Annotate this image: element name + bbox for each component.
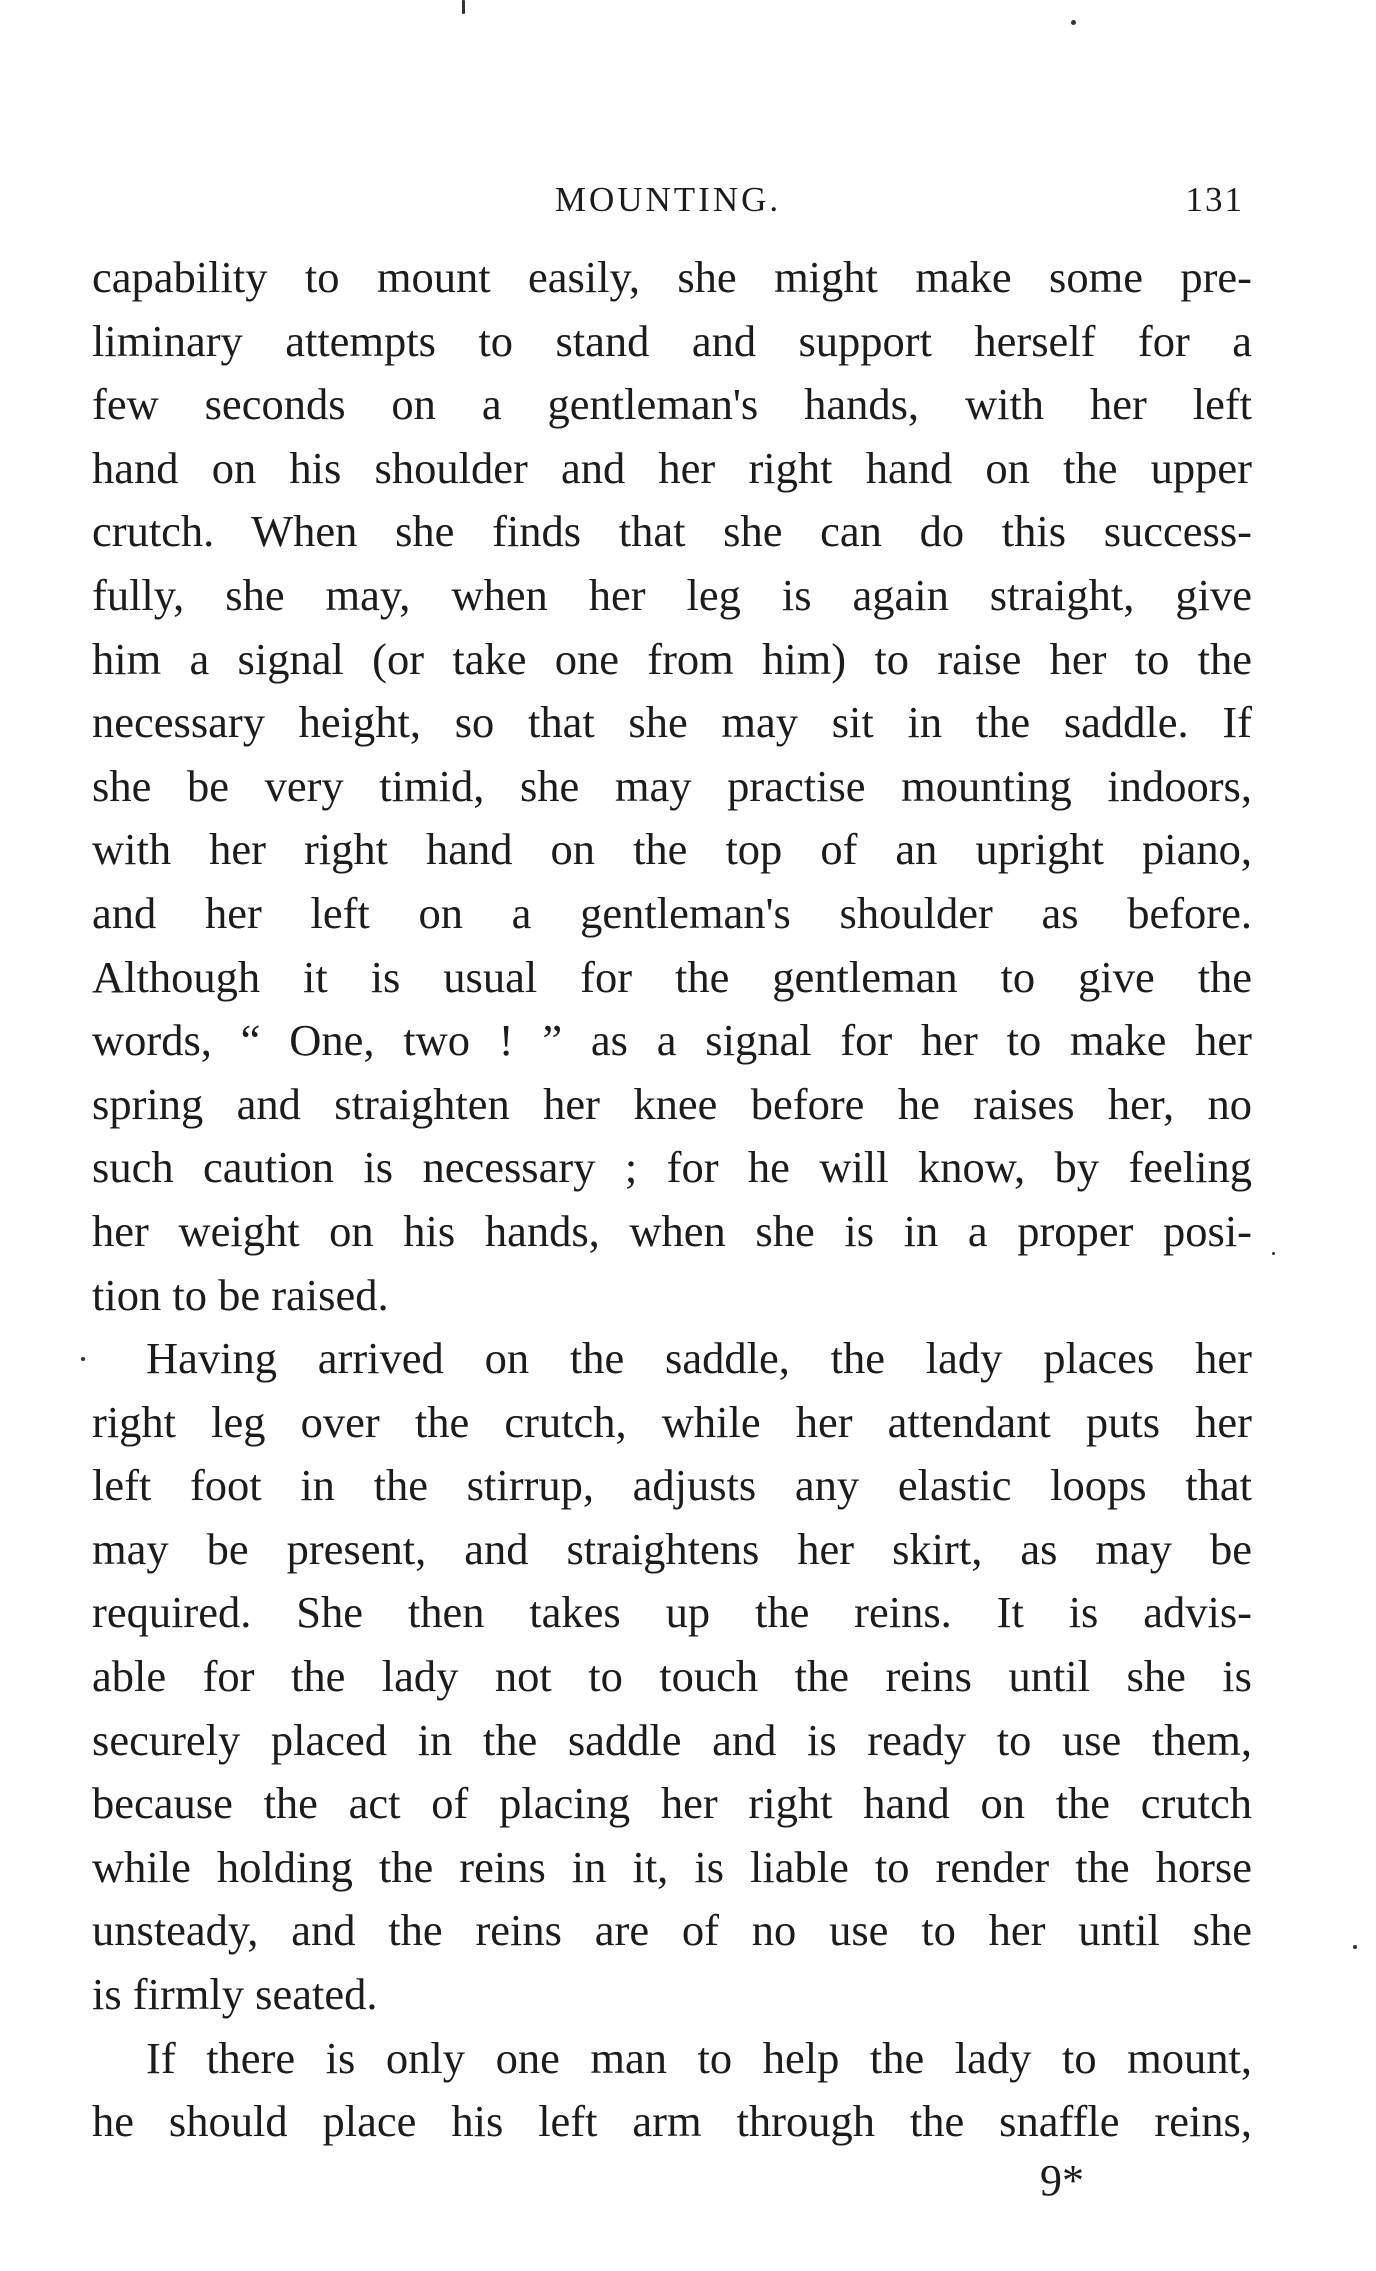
- text-line: right leg over the crutch, while her attendant puts her: [92, 1396, 1252, 1447]
- text-line: while holding the reins in it, is liable to render the horse: [92, 1841, 1252, 1892]
- text-line: securely placed in the saddle and is ready to use them,: [92, 1714, 1252, 1765]
- text-line: and her left on a gentleman's shoulder as before.: [92, 887, 1252, 938]
- text-line: If there is only one man to help the lady to mount,: [146, 2032, 1252, 2083]
- body-text: [92, 246, 1252, 2154]
- scan-speck: [1353, 1945, 1357, 1949]
- text-line: Having arrived on the saddle, the lady places her: [146, 1333, 1252, 1384]
- page-number: 131: [1185, 180, 1244, 219]
- text-line: with her right hand on the top of an upright piano,: [92, 824, 1252, 875]
- text-line: fully, she may, when her leg is again straight, give: [92, 569, 1252, 620]
- paragraph: [92, 246, 1252, 1327]
- text-line: few seconds on a gentleman's hands, with her left: [92, 379, 1252, 430]
- text-line: required. She then takes up the reins. It is advis-: [92, 1587, 1252, 1638]
- text-line: such caution is necessary ; for he will know, by feeling: [92, 1142, 1252, 1193]
- text-line: is firmly seated.: [92, 1969, 378, 2020]
- paragraph: [92, 1327, 1252, 2027]
- signature-mark: 9*: [1040, 2156, 1084, 2205]
- text-line: words, “ One, two ! ” as a signal for her to make her: [92, 1015, 1252, 1066]
- text-line: she be very timid, she may practise mounting indoors,: [92, 760, 1252, 811]
- scan-speck: [1071, 20, 1076, 25]
- text-line: he should place his left arm through the snaffle reins,: [92, 2096, 1252, 2147]
- text-line: liminary attempts to stand and support herself for a: [92, 315, 1252, 366]
- text-line: her weight on his hands, when she is in a proper posi-: [92, 1205, 1252, 1256]
- text-line: crutch. When she finds that she can do this success-: [92, 506, 1252, 557]
- text-line: him a signal (or take one from him) to raise her to the: [92, 633, 1252, 684]
- text-line: unsteady, and the reins are of no use to her until she: [92, 1905, 1252, 1956]
- scan-speck: [1272, 1252, 1275, 1255]
- text-line: because the act of placing her right hand on the crutch: [92, 1778, 1252, 1829]
- text-line: spring and straighten her knee before he raises her, no: [92, 1078, 1252, 1129]
- scan-speck: [81, 1357, 85, 1361]
- text-line: hand on his shoulder and her right hand on the upper: [92, 442, 1252, 493]
- running-head: [92, 180, 1244, 226]
- text-line: tion to be raised.: [92, 1269, 389, 1320]
- text-line: capability to mount easily, she might make some pre-: [92, 252, 1252, 302]
- text-line: Although it is usual for the gentleman to give the: [92, 951, 1252, 1002]
- scan-speck: [462, 0, 465, 14]
- running-title: MOUNTING.: [554, 180, 782, 219]
- text-line: left foot in the stirrup, adjusts any elastic loops that: [92, 1460, 1252, 1511]
- paragraph: [92, 2027, 1252, 2154]
- text-line: able for the lady not to touch the reins until she is: [92, 1651, 1252, 1702]
- text-line: may be present, and straightens her skirt, as may be: [92, 1523, 1252, 1574]
- text-line: necessary height, so that she may sit in the saddle. If: [92, 697, 1252, 748]
